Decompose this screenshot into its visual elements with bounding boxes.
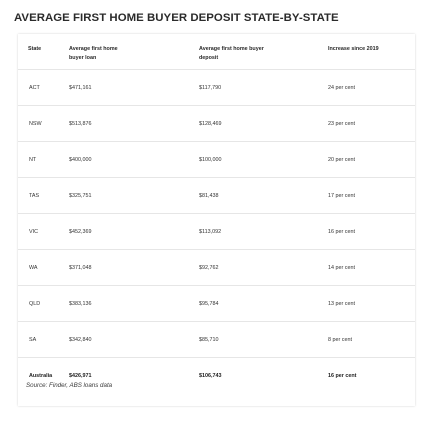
deposit-cell: $113,092 (199, 229, 222, 235)
table-row (18, 249, 415, 286)
loan-cell: $342,840 (69, 337, 92, 343)
state-cell: QLD (29, 301, 41, 307)
loan-cell: $426,971 (69, 373, 92, 379)
increase-cell: 24 per cent (328, 85, 355, 91)
state-cell: NSW (29, 121, 42, 127)
state-cell: ACT (29, 85, 40, 91)
increase-cell: 14 per cent (328, 265, 355, 271)
state-cell: SA (29, 337, 37, 343)
deposit-cell: $95,784 (199, 301, 219, 307)
table-row-total (18, 357, 415, 379)
loan-cell: $400,000 (69, 157, 92, 163)
loan-cell: $513,876 (69, 121, 92, 127)
loan-cell: $452,369 (69, 229, 92, 235)
increase-cell: 13 per cent (328, 301, 355, 307)
loan-cell: $471,161 (69, 85, 92, 91)
header-average-deposit: Average first home buyer deposit (199, 46, 264, 61)
table-row (18, 69, 415, 106)
deposit-cell: $106,743 (199, 373, 222, 379)
deposit-cell: $117,790 (199, 85, 222, 91)
state-cell: NT (29, 157, 37, 163)
loan-cell: $325,751 (69, 193, 92, 199)
increase-cell: 16 per cent (328, 373, 357, 379)
table-row (18, 321, 415, 358)
state-cell: VIC (29, 229, 38, 235)
state-cell: WA (29, 265, 38, 271)
table-row (18, 105, 415, 142)
increase-cell: 23 per cent (328, 121, 355, 127)
deposit-cell: $92,762 (199, 265, 219, 271)
page-title: AVERAGE FIRST HOME BUYER DEPOSIT STATE-BY-STATE (14, 12, 339, 24)
state-cell: TAS (29, 193, 40, 199)
source-note: Source: Finder, ABS loans data (26, 382, 113, 389)
table-row (18, 213, 415, 250)
loan-cell: $371,048 (69, 265, 92, 271)
header-state: State (28, 46, 42, 52)
header-increase: Increase since 2019 (328, 46, 379, 52)
table-row (18, 141, 415, 178)
increase-cell: 20 per cent (328, 157, 355, 163)
increase-cell: 16 per cent (328, 229, 355, 235)
deposit-table (18, 34, 415, 406)
table-row (18, 177, 415, 214)
loan-cell: $383,136 (69, 301, 92, 307)
table-row (18, 285, 415, 322)
deposit-cell: $128,469 (199, 121, 222, 127)
deposit-cell: $85,710 (199, 337, 219, 343)
increase-cell: 17 per cent (328, 193, 355, 199)
increase-cell: 8 per cent (328, 337, 352, 343)
state-cell: Australia (29, 373, 53, 379)
header-average-loan: Average first home buyer loan (69, 46, 118, 61)
deposit-cell: $100,000 (199, 157, 222, 163)
deposit-cell: $81,438 (199, 193, 219, 199)
